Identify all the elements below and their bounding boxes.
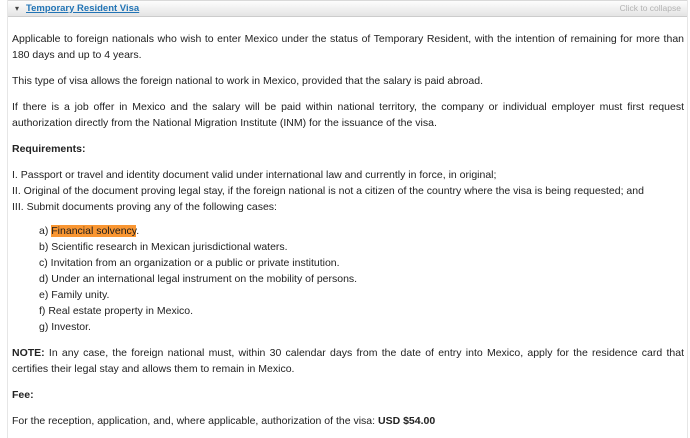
- fee-text: For the reception, application, and, where applicable, authorization of the visa:: [12, 415, 378, 427]
- case-a-suffix: .: [136, 225, 140, 237]
- visa-title-link[interactable]: Temporary Resident Visa: [26, 2, 140, 14]
- requirement-item-3: III. Submit documents proving any of the following cases:: [12, 201, 277, 213]
- case-item-d: d) Under an international legal instrument on the mobility of persons.: [39, 273, 358, 285]
- case-item-g: g) Investor.: [39, 321, 91, 333]
- requirements-list: [12, 167, 684, 215]
- case-a-prefix: a): [39, 225, 52, 237]
- intro-paragraph-1: Applicable to foreign nationals who wish to enter Mexico under the status of Temporary Resident, with the intention of remaining for more than 180 days and up to 4 years.: [12, 33, 684, 61]
- intro-paragraph-2: This type of visa allows the foreign national to work in Mexico, provided that the salary is paid abroad.: [12, 75, 483, 87]
- visa-details-panel: [7, 0, 688, 438]
- collapse-hint-label: Click to collapse: [619, 3, 681, 14]
- cases-list: [12, 223, 684, 335]
- note-paragraph: [12, 345, 684, 377]
- requirement-item-1: I. Passport or travel and identity document valid under international law and currently in force, in original;: [12, 169, 497, 181]
- case-item-f: f) Real estate property in Mexico.: [39, 305, 194, 317]
- requirements-heading: Requirements:: [12, 143, 86, 155]
- fee-heading: Fee:: [12, 389, 34, 401]
- case-item-e: e) Family unity.: [39, 289, 110, 301]
- case-item-c: c) Invitation from an organization or a public or private institution.: [39, 257, 340, 269]
- case-item-a: [39, 223, 684, 239]
- intro-paragraph-3: If there is a job offer in Mexico and the salary will be paid within national territory, the company or individual employer must first request authorization directly from the National Migration Institute (INM) for the issuance of the visa.: [12, 101, 684, 129]
- requirement-item-2: II. Original of the document proving legal stay, if the foreign national is not a citizen of the country where the visa is being requested; and: [12, 185, 644, 197]
- case-item-b: b) Scientific research in Mexican jurisdictional waters.: [39, 241, 288, 253]
- collapsible-section-header[interactable]: [8, 0, 687, 17]
- note-text: In any case, the foreign national must, within 30 calendar days from the date of entry into Mexico, apply for the residence card that certifies their legal stay and allows them to remain in Mexico.: [12, 347, 684, 375]
- fee-amount: USD $54.00: [377, 415, 436, 427]
- collapse-arrow-icon[interactable]: ▾: [15, 3, 20, 13]
- fee-paragraph: [12, 413, 684, 429]
- find-in-page-highlight: Financial solvency: [51, 225, 137, 237]
- note-label: NOTE:: [12, 347, 45, 359]
- visa-details-content: [8, 17, 687, 429]
